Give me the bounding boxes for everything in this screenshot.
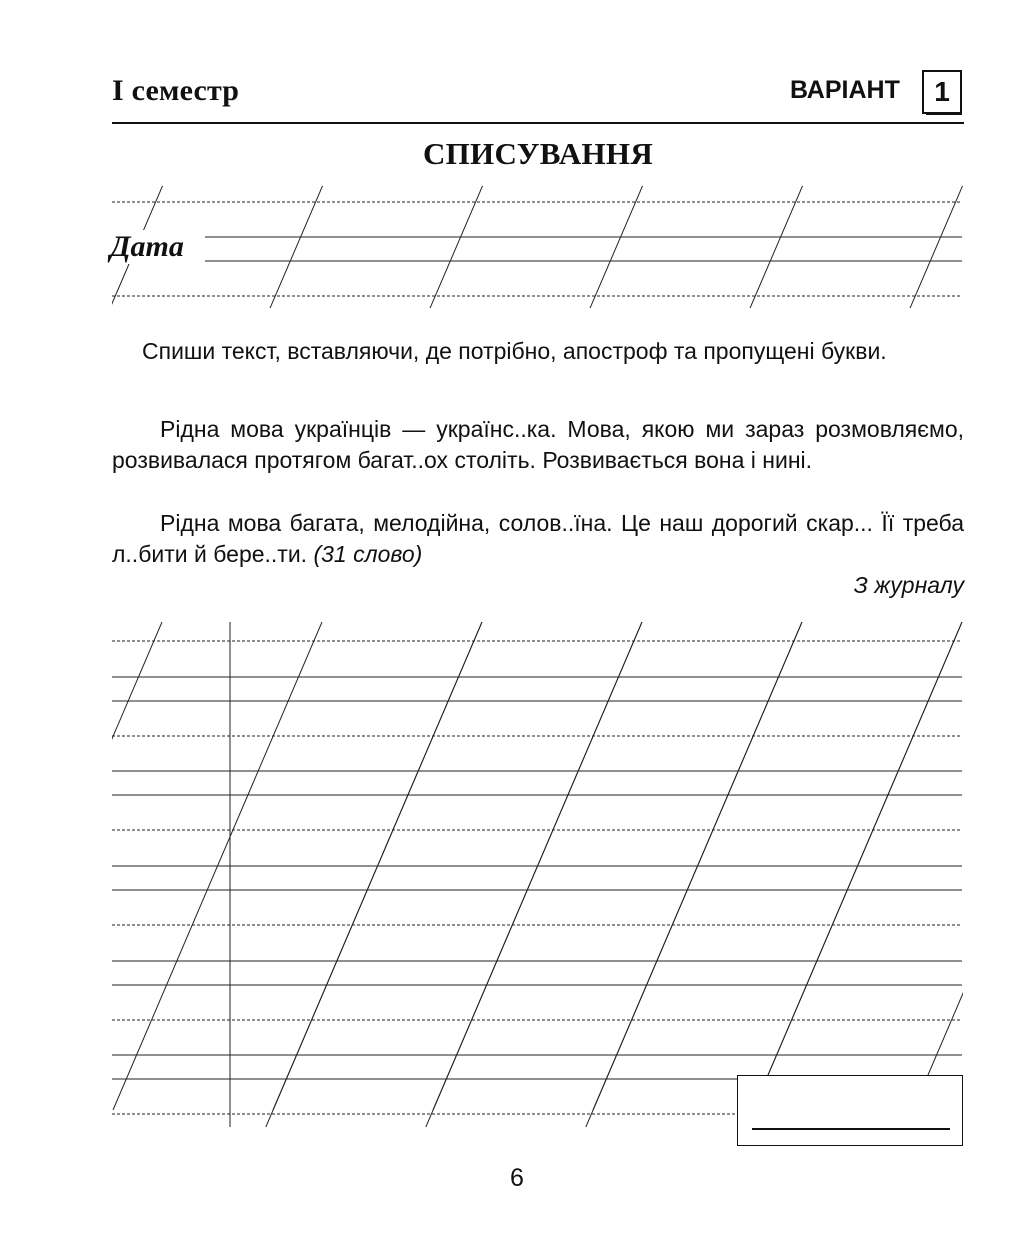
date-writing-lines (62, 80, 1008, 420)
page-number: 6 (510, 1164, 524, 1192)
variant-label: ВАРІАНТ (790, 76, 900, 104)
grade-line (752, 1128, 950, 1130)
task-instruction: Спиши текст, вставляючи, де потрібно, апостроф та пропущені букви. (142, 338, 887, 364)
word-count: (31 слово) (313, 541, 423, 567)
page-title: СПИСУВАННЯ (422, 136, 654, 171)
variant-number-badge: 1 (922, 70, 962, 114)
semester-heading: І семестр (112, 74, 240, 107)
dictation-paragraph-1: Рідна мова українців — українс..ка. Мова, якою ми зараз розмовляємо, розвивалася протягом багат..ох століть. Розвивається вона і нині. (112, 416, 964, 473)
dictation-paragraph-2 (112, 508, 964, 570)
date-label: Дата (110, 230, 188, 264)
grade-box (737, 1075, 963, 1146)
dictation-paragraph-2-text: Рідна мова багата, мелодійна, солов..їна. Це наш дорогий скар... Її треба л..бити й бере..ти. (112, 510, 964, 567)
text-source: З журналу (853, 572, 964, 598)
